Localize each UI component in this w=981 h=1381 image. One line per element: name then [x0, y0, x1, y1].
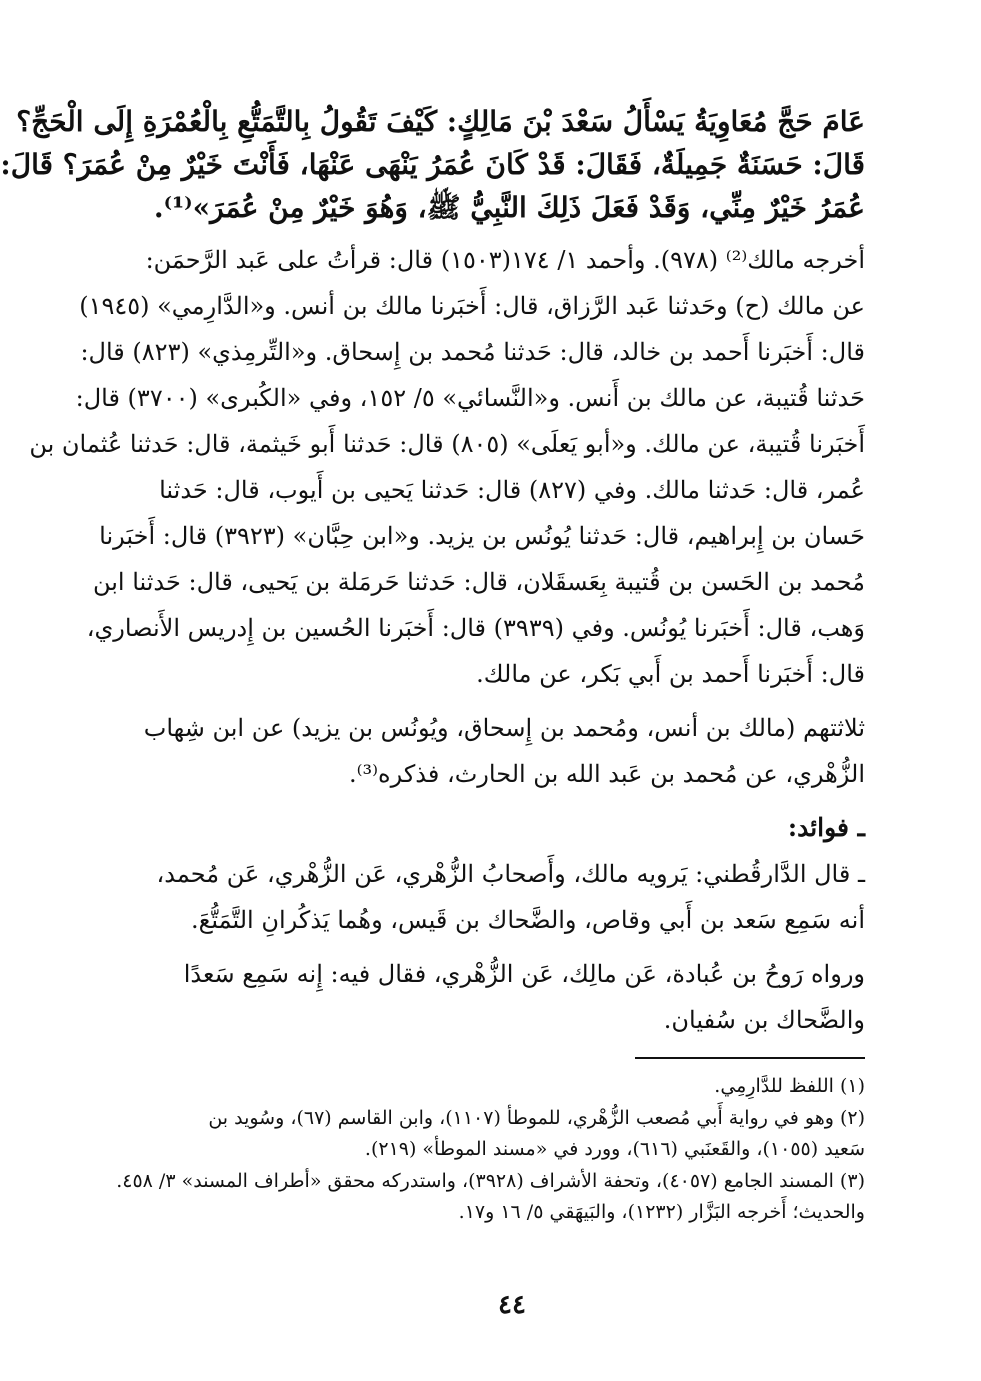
- hadith-line: عَامَ حَجَّ مُعَاوِيَةُ يَسْأَلُ سَعْدَ بْنَ مَالِكٍ: كَيْفَ تَقُولُ بِالتَّمَتُّعِ بِالْعُمْرَةِ إِلَى الْحَجِّ؟: [16, 105, 865, 138]
- takhrij-line: أخرجه مالك⁽²⁾ (٩٧٨). وأحمد ١/ ١٧٤(١٥٠٣) قال: قرأتُ على عَبد الرَّحمَن:: [145, 246, 865, 274]
- fawaid-line: أنه سَمِع سَعد بن أَبي وقاص، والضَّحاك بن قَيس، وهُما يَذكُرانِ التَّمَتُّعَ.: [190, 906, 865, 934]
- page-number: ٤٤: [498, 1290, 526, 1320]
- footnotes: [115, 1071, 865, 1229]
- fawaid-line: والضَّحاك بن سُفيان.: [663, 1006, 865, 1034]
- hadith-line: عُمَرُ خَيْرٌ مِنِّي، وَقَدْ فَعَلَ ذَلِكَ النَّبِيُّ ﷺ، وَهُوَ خَيْرٌ مِنْ عُمَرَ»⁽¹⁾.: [153, 191, 865, 224]
- fawaid-line: ـ قال الدَّارقُطني: يَرويه مالك، وأَصحابُ الزُّهْري، عَن الزُّهْري، عَن مُحمد،: [156, 860, 865, 888]
- takhrij-line: عن مالك (ح) وحَدثنا عَبد الرَّزاق، قال: أَخبَرنا مالك بن أنس. و«الدَّارِمي» (١٩٤٥): [79, 292, 865, 320]
- fawaid-line: ورواه رَوحُ بن عُبادة، عَن مالِك، عَن الزُّهْري، فقال فيه: إِنه سَمِع سَعدًا: [183, 960, 865, 988]
- fawaid-heading: [115, 805, 865, 851]
- fawaid-paragraph-2: [115, 951, 865, 1043]
- footnote-3: (٣) المسند الجامع (٤٠٥٧)، وتحفة الأشراف (٣٩٢٨)، واستدركه محقق «أطراف المسند» ٣/ ٤٥٨.: [116, 1169, 865, 1192]
- summary-paragraph: [115, 705, 865, 797]
- takhrij-line: أَخبَرنا قُتيبة، عن مالك. و«أبو يَعلَى» (٨٠٥) قال: حَدثنا أَبو خَيثمة، قال: حَدثنا عُثمان بن: [29, 430, 865, 458]
- footnote-separator: [635, 1057, 865, 1059]
- takhrij-paragraph: [29, 237, 865, 697]
- takhrij-line: حَدثنا قُتيبة، عن مالك بن أَنس. و«النَّسائي» ٥/ ١٥٢، وفي «الكُبرى» (٣٧٠٠) قال:: [75, 384, 865, 412]
- takhrij-line: حَسان بن إِبراهيم، قال: حَدثنا يُونُس بن يزيد. و«ابن حِبَّان» (٣٩٢٣) قال: أَخبَرنا: [99, 522, 865, 550]
- book-page: [0, 100, 865, 1229]
- section-heading: ـ فوائد:: [787, 813, 865, 842]
- summary-line: الزُّهْري، عن مُحمد بن عَبد الله بن الحارث، فذكره⁽³⁾.: [348, 760, 865, 788]
- footnote-2: (٢) وهو في رواية أَبي مُصعب الزُّهْري، للموطأ (١١٠٧)، وابن القاسم (٦٧)، وسُويد بن: [208, 1106, 865, 1129]
- takhrij-line: قال: أَخبَرنا أَحمد بن أَبي بَكر، عن مالك.: [476, 660, 865, 688]
- takhrij-line: مُحمد بن الحَسن بن قُتيبة بِعَسقَلان، قال: حَدثنا حَرمَلة بن يَحيى، قال: حَدثنا ابن: [92, 568, 865, 596]
- takhrij-line: عُمر، قال: حَدثنا مالك. وفي (٨٢٧) قال: حَدثنا يَحيى بن أَيوب، قال: حَدثنا: [159, 476, 865, 504]
- hadith-text: [0, 100, 865, 229]
- footnote-1: (١) اللفظ للدَّارِمِي.: [714, 1075, 865, 1097]
- footnote-2: سَعيد (١٠٥٥)، والقَعنَبي (٦١٦)، وورد في «مسند الموطأ» (٢١٩).: [364, 1138, 865, 1160]
- footnote-3: والحديث؛ أَخرجه البَزَّار (١٢٣٢)، والبَيهَقي ٥/ ١٦ و١٧.: [458, 1201, 865, 1223]
- takhrij-line: قال: أَخبَرنا أَحمد بن خالد، قال: حَدثنا مُحمد بن إِسحاق. و«التِّرمِذي» (٨٢٣) قال:: [80, 338, 865, 366]
- fawaid-paragraph-1: [115, 851, 865, 943]
- takhrij-line: وَهب، قال: أَخبَرنا يُونُس. وفي (٣٩٣٩) قال: أَخبَرنا الحُسين بن إِدريس الأَنصاري،: [86, 614, 865, 642]
- hadith-line: قَالَ: حَسَنَةٌ جَمِيلَةٌ، فَقَالَ: قَدْ كَانَ عُمَرُ يَنْهَى عَنْهَا، فَأَنْتَ خَيْرٌ مِنْ عُمَرَ؟ قَالَ:: [0, 148, 865, 181]
- summary-line: ثلاثتهم (مالك بن أنس، ومُحمد بن إِسحاق، ويُونُس بن يزيد) عن ابن شِهاب: [143, 714, 865, 742]
